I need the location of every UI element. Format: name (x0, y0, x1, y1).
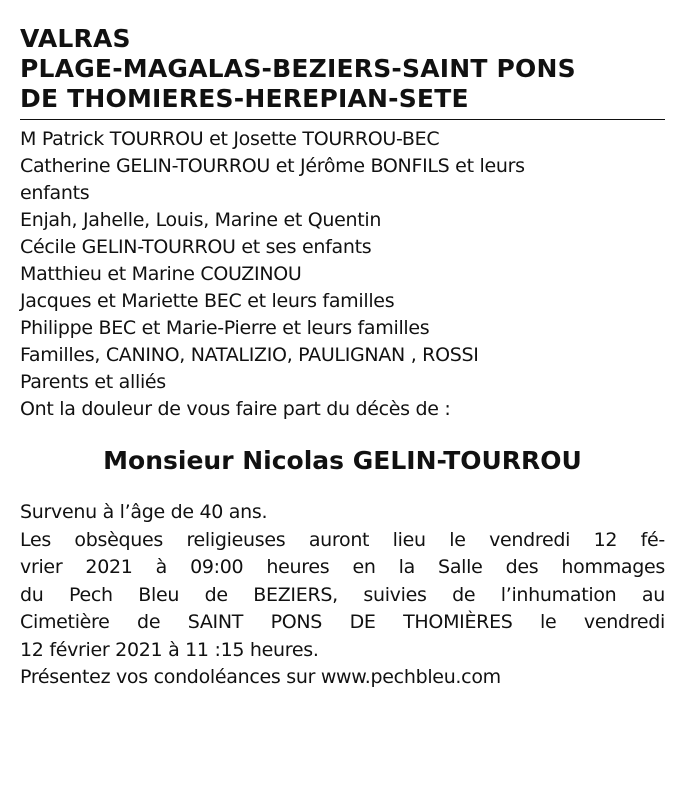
detail-line: du Pech Bleu de BEZIERS, suivies de l’inhumation au (20, 583, 665, 606)
family-line: enfants (20, 182, 90, 204)
family-line: M Patrick TOURROU et Josette TOURROU-BEC (20, 128, 440, 150)
locations-header (20, 24, 665, 114)
family-line: Jacques et Mariette BEC et leurs familles (20, 290, 395, 312)
header-divider (20, 119, 665, 120)
family-line: Philippe BEC et Marie-Pierre et leurs familles (20, 317, 430, 339)
header-line: PLAGE-MAGALAS-BEZIERS-SAINT PONS (20, 54, 576, 83)
condolences-line: Présentez vos condoléances sur www.pechbleu.com (20, 666, 501, 688)
family-line: Parents et alliés (20, 371, 166, 393)
family-line: Cécile GELIN-TOURROU et ses enfants (20, 236, 372, 258)
detail-line: vrier 2021 à 09:00 heures en la Salle des hommages (20, 556, 665, 578)
deceased-name: Monsieur Nicolas GELIN-TOURROU (103, 446, 582, 475)
family-line: Enjah, Jahelle, Louis, Marine et Quentin (20, 209, 382, 231)
family-line: Matthieu et Marine COUZINOU (20, 263, 302, 285)
detail-line: 12 février 2021 à 11 :15 heures. (20, 638, 319, 661)
family-line: Familles, CANINO, NATALIZIO, PAULIGNAN , ROSSI (20, 344, 479, 366)
age-line: Survenu à l’âge de 40 ans. (20, 501, 268, 523)
funeral-details (20, 499, 665, 692)
family-line: Catherine GELIN-TOURROU et Jérôme BONFILS et leurs (20, 155, 525, 177)
header-line: VALRAS (20, 24, 131, 53)
announcement-line: Ont la douleur de vous faire part du décès de : (20, 398, 451, 420)
obituary-notice (20, 24, 665, 692)
detail-line: Les obsèques religieuses auront lieu le vendredi 12 fé- (20, 528, 665, 551)
detail-line: Cimetière de SAINT PONS DE THOMIÈRES le vendredi (20, 611, 665, 633)
family-list (20, 126, 665, 423)
header-line: DE THOMIERES-HEREPIAN-SETE (20, 84, 469, 113)
